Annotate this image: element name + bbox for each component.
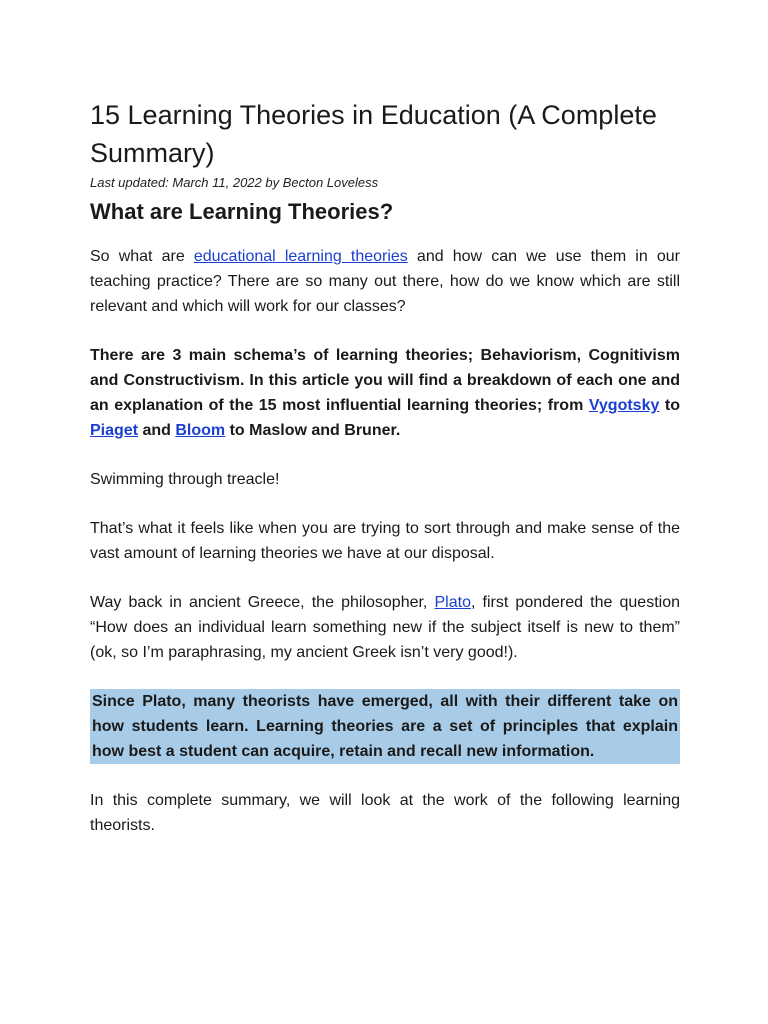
bloom-link[interactable]: Bloom: [175, 422, 226, 439]
summary-paragraph: In this complete summary, we will look at the work of the following learning theorists.: [90, 792, 680, 834]
educational-learning-theories-link[interactable]: educational learning theories: [193, 248, 408, 265]
treacle-paragraph: Swimming through treacle!: [90, 471, 280, 488]
plato-paragraph: [90, 590, 680, 665]
intro-paragraph: [90, 244, 680, 319]
article-page: [90, 96, 680, 838]
plato-text-after: , first pondered the question “How does an individual learn something new if the subject itself is new to them” (ok, so I’m paraphrasing, my ancient Greek isn’t very good!).: [90, 594, 680, 661]
intro-text-before: So what are: [90, 248, 194, 265]
plato-text-before: Way back in ancient Greece, the philosopher,: [90, 594, 435, 611]
section-heading: What are Learning Theories?: [90, 199, 394, 224]
article-meta: Last updated: March 11, 2022 by Becton Loveless: [90, 175, 379, 190]
plato-link[interactable]: Plato: [434, 594, 471, 611]
sort-paragraph: That’s what it feels like when you are trying to sort through and make sense of the vast amount of learning theories we have at our disposal.: [90, 520, 680, 562]
article-title: 15 Learning Theories in Education (A Complete Summary): [90, 100, 657, 168]
piaget-link[interactable]: Piaget: [90, 422, 139, 439]
highlighted-paragraph: Since Plato, many theorists have emerged, all with their different take on how students learn. Learning theories are a set of principles that explain how best a student can acquire, retain and recall new information.: [90, 689, 680, 764]
schema-text-2: to: [659, 397, 680, 414]
intro-text-after: and how can we use them in our teaching practice? There are so many out there, how do we know which are still relevant and which will work for our classes?: [90, 248, 680, 315]
schema-text-1: There are 3 main schema’s of learning theories; Behaviorism, Cognitivism and Constructivism. In this article you will find a breakdown of each one and an explanation of the 15 most influential learning theories; from: [90, 347, 680, 414]
schema-paragraph: [90, 343, 680, 443]
vygotsky-link[interactable]: Vygotsky: [588, 397, 660, 414]
schema-text-3: and: [138, 422, 176, 439]
schema-text-4: to Maslow and Bruner.: [225, 422, 401, 439]
